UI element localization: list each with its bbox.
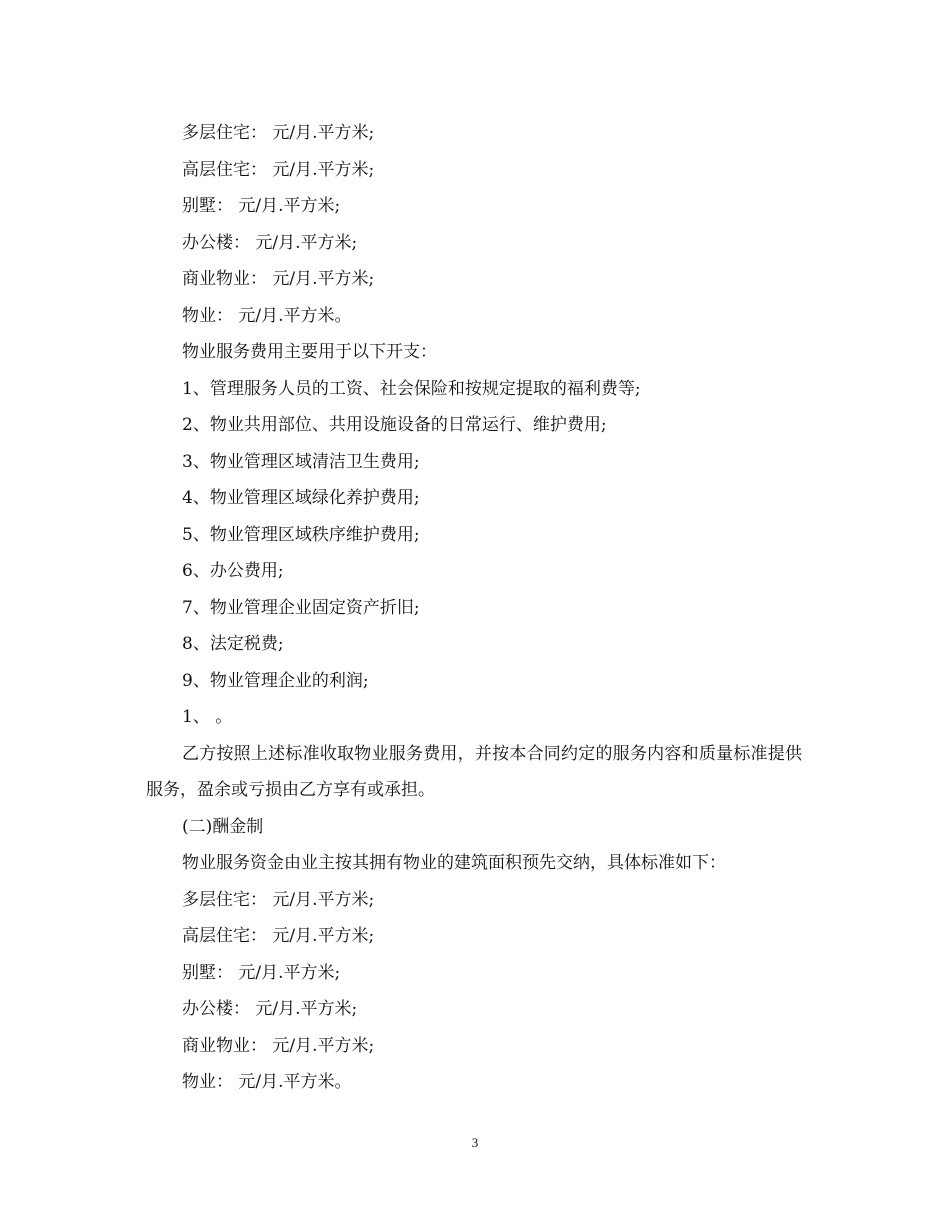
text-line: 高层住宅： 元/月.平方米;: [182, 926, 375, 946]
text-line: 高层住宅： 元/月.平方米;: [182, 159, 375, 180]
list-item: 2、物业共用部位、共用设施设备的日常运行、维护费用;: [182, 415, 607, 435]
text-line: 商业物业： 元/月.平方米;: [182, 269, 375, 289]
section-heading: (二)酬金制: [182, 816, 264, 837]
page-number: 3: [471, 1135, 479, 1150]
text-line: 别墅： 元/月.平方米;: [182, 196, 341, 216]
paragraph: 乙方按照上述标准收取物业服务费用，并按本合同约定的服务内容和质量标准提供服务，盈余或亏损由乙方享有或承担。: [146, 743, 802, 800]
text-line: 物业服务资金由业主按其拥有物业的建筑面积预先交纳，具体标准如下：: [182, 853, 726, 873]
list-item: 5、物业管理区域秩序维护费用;: [182, 524, 420, 545]
text-line: 物业： 元/月.平方米。: [182, 1072, 352, 1092]
list-item: 9、物业管理企业的利润;: [182, 670, 369, 691]
list-item: 8、法定税费;: [182, 634, 284, 654]
text-line: 别墅： 元/月.平方米;: [182, 962, 341, 983]
text-line: 办公楼： 元/月.平方米;: [182, 232, 358, 253]
text-line: 多层住宅： 元/月.平方米;: [182, 123, 375, 143]
list-item: 1、管理服务人员的工资、社会保险和按规定提取的福利费等;: [182, 378, 641, 399]
list-item: 7、物业管理企业固定资产折旧;: [182, 597, 420, 618]
list-item: 1、 。: [182, 707, 233, 727]
list-item: 3、物业管理区域清洁卫生费用;: [182, 451, 420, 472]
text-line: 办公楼： 元/月.平方米;: [182, 999, 358, 1019]
list-item: 4、物业管理区域绿化养护费用;: [182, 488, 420, 508]
text-line: 物业服务费用主要用于以下开支：: [182, 342, 437, 362]
document-body: [146, 115, 806, 1101]
text-line: 商业物业： 元/月.平方米;: [182, 1035, 375, 1056]
text-line: 多层住宅： 元/月.平方米;: [182, 889, 375, 910]
list-item: 6、办公费用;: [182, 561, 284, 581]
text-line: 物业： 元/月.平方米。: [182, 305, 352, 326]
